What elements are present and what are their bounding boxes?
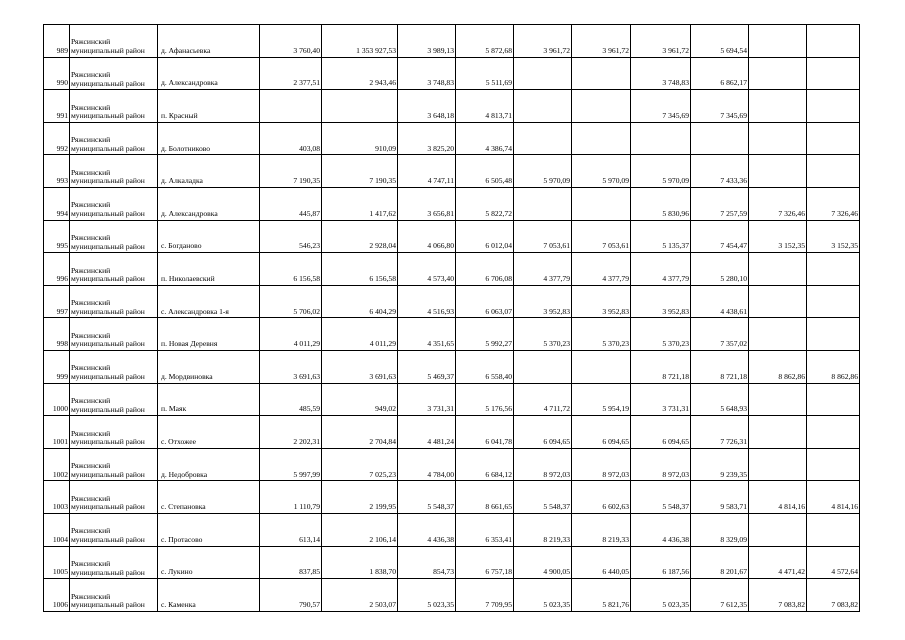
locality-cell: д. Мордвиновка xyxy=(158,350,260,383)
value-cell: 6 041,78 xyxy=(456,416,514,449)
value-cell: 6 094,65 xyxy=(514,416,572,449)
district-cell: Ряжсинский муниципальный район xyxy=(70,122,158,155)
value-cell: 5 023,35 xyxy=(631,579,691,612)
value-cell xyxy=(514,350,572,383)
value-cell: 7 345,69 xyxy=(691,90,749,123)
value-cell: 2 106,14 xyxy=(322,513,398,546)
row-number-cell: 1001 xyxy=(44,416,70,449)
value-cell: 6 558,40 xyxy=(456,350,514,383)
locality-cell: с. Лукино xyxy=(158,546,260,579)
value-cell: 4 436,38 xyxy=(398,513,456,546)
value-cell: 5 511,69 xyxy=(456,57,514,90)
value-cell xyxy=(260,90,322,123)
value-cell xyxy=(807,57,860,90)
table-row xyxy=(44,481,860,514)
district-cell: Ряжсинский муниципальный район xyxy=(70,253,158,286)
district-cell: Ряжсинский муниципальный район xyxy=(70,513,158,546)
value-cell: 1 353 927,53 xyxy=(322,25,398,58)
value-cell xyxy=(749,416,807,449)
value-cell: 7 345,69 xyxy=(631,90,691,123)
value-cell: 3 152,35 xyxy=(807,220,860,253)
value-cell: 4 711,72 xyxy=(514,383,572,416)
value-cell: 5 872,68 xyxy=(456,25,514,58)
locality-cell: д. Александровка xyxy=(158,57,260,90)
value-cell xyxy=(807,155,860,188)
value-cell xyxy=(807,25,860,58)
row-number-cell: 1005 xyxy=(44,546,70,579)
value-cell: 3 961,72 xyxy=(514,25,572,58)
value-cell: 3 989,13 xyxy=(398,25,456,58)
value-cell: 8 201,67 xyxy=(691,546,749,579)
value-cell xyxy=(749,383,807,416)
row-number-cell: 999 xyxy=(44,350,70,383)
value-cell xyxy=(514,187,572,220)
value-cell: 6 156,58 xyxy=(322,253,398,286)
table-row xyxy=(44,383,860,416)
value-cell: 5 023,35 xyxy=(514,579,572,612)
district-cell: Ряжсинский муниципальный район xyxy=(70,481,158,514)
value-cell: 5 954,19 xyxy=(572,383,631,416)
value-cell: 4 377,79 xyxy=(514,253,572,286)
value-cell: 5 830,96 xyxy=(631,187,691,220)
table-row xyxy=(44,546,860,579)
value-cell xyxy=(807,513,860,546)
table-row xyxy=(44,57,860,90)
value-cell: 7 326,46 xyxy=(749,187,807,220)
row-number-cell: 998 xyxy=(44,318,70,351)
value-cell xyxy=(749,25,807,58)
value-cell: 3 952,83 xyxy=(514,285,572,318)
value-cell: 837,85 xyxy=(260,546,322,579)
data-table xyxy=(43,24,860,612)
locality-cell: с. Богданово xyxy=(158,220,260,253)
row-number-cell: 993 xyxy=(44,155,70,188)
value-cell xyxy=(631,122,691,155)
value-cell: 2 377,51 xyxy=(260,57,322,90)
value-cell: 6 063,07 xyxy=(456,285,514,318)
table-row xyxy=(44,220,860,253)
value-cell: 8 972,03 xyxy=(631,448,691,481)
value-cell: 4 813,71 xyxy=(456,90,514,123)
value-cell: 7 190,35 xyxy=(322,155,398,188)
value-cell xyxy=(749,285,807,318)
table-row xyxy=(44,155,860,188)
value-cell xyxy=(749,513,807,546)
value-cell: 1 110,79 xyxy=(260,481,322,514)
value-cell xyxy=(749,318,807,351)
value-cell: 8 972,03 xyxy=(572,448,631,481)
value-cell: 3 961,72 xyxy=(631,25,691,58)
row-number-cell: 997 xyxy=(44,285,70,318)
value-cell: 5 370,23 xyxy=(514,318,572,351)
value-cell: 5 023,35 xyxy=(398,579,456,612)
value-cell: 4 814,16 xyxy=(749,481,807,514)
district-cell: Ряжсинский муниципальный район xyxy=(70,90,158,123)
value-cell: 6 862,17 xyxy=(691,57,749,90)
value-cell: 4 351,65 xyxy=(398,318,456,351)
value-cell: 3 952,83 xyxy=(631,285,691,318)
value-cell: 3 152,35 xyxy=(749,220,807,253)
value-cell: 5 370,23 xyxy=(631,318,691,351)
value-cell xyxy=(807,383,860,416)
value-cell xyxy=(749,155,807,188)
row-number-cell: 991 xyxy=(44,90,70,123)
value-cell: 6 684,12 xyxy=(456,448,514,481)
value-cell: 7 257,59 xyxy=(691,187,749,220)
value-cell: 8 219,33 xyxy=(514,513,572,546)
value-cell: 546,23 xyxy=(260,220,322,253)
value-cell: 4 471,42 xyxy=(749,546,807,579)
value-cell: 5 548,37 xyxy=(398,481,456,514)
value-cell: 790,57 xyxy=(260,579,322,612)
district-cell: Ряжсинский муниципальный район xyxy=(70,220,158,253)
value-cell: 7 709,95 xyxy=(456,579,514,612)
locality-cell: с. Каменка xyxy=(158,579,260,612)
value-cell: 7 053,61 xyxy=(572,220,631,253)
value-cell: 7 726,31 xyxy=(691,416,749,449)
value-cell: 3 825,20 xyxy=(398,122,456,155)
district-cell: Ряжсинский муниципальный район xyxy=(70,350,158,383)
value-cell: 3 961,72 xyxy=(572,25,631,58)
value-cell xyxy=(572,90,631,123)
row-number-cell: 1000 xyxy=(44,383,70,416)
table-row xyxy=(44,122,860,155)
value-cell: 7 326,46 xyxy=(807,187,860,220)
value-cell: 5 694,54 xyxy=(691,25,749,58)
value-cell: 6 505,48 xyxy=(456,155,514,188)
district-cell: Ряжсинский муниципальный район xyxy=(70,155,158,188)
locality-cell: д. Алкаладка xyxy=(158,155,260,188)
value-cell: 4 066,80 xyxy=(398,220,456,253)
district-cell: Ряжсинский муниципальный район xyxy=(70,579,158,612)
value-cell: 5 821,76 xyxy=(572,579,631,612)
value-cell: 2 503,07 xyxy=(322,579,398,612)
district-cell: Ряжсинский муниципальный район xyxy=(70,25,158,58)
value-cell: 5 992,27 xyxy=(456,318,514,351)
value-cell: 613,14 xyxy=(260,513,322,546)
value-cell: 8 862,86 xyxy=(807,350,860,383)
value-cell xyxy=(514,122,572,155)
value-cell xyxy=(807,318,860,351)
value-cell: 6 156,58 xyxy=(260,253,322,286)
value-cell: 2 928,04 xyxy=(322,220,398,253)
value-cell: 403,08 xyxy=(260,122,322,155)
value-cell: 5 970,09 xyxy=(572,155,631,188)
row-number-cell: 994 xyxy=(44,187,70,220)
value-cell: 6 094,65 xyxy=(631,416,691,449)
locality-cell: п. Новая Деревня xyxy=(158,318,260,351)
value-cell: 4 011,29 xyxy=(322,318,398,351)
table-row xyxy=(44,253,860,286)
locality-cell: д. Александровка xyxy=(158,187,260,220)
district-cell: Ряжсинский муниципальный район xyxy=(70,546,158,579)
locality-cell: д. Недобровка xyxy=(158,448,260,481)
value-cell: 5 176,56 xyxy=(456,383,514,416)
row-number-cell: 996 xyxy=(44,253,70,286)
value-cell: 8 721,18 xyxy=(691,350,749,383)
value-cell: 7 083,82 xyxy=(749,579,807,612)
value-cell: 949,02 xyxy=(322,383,398,416)
value-cell xyxy=(749,448,807,481)
locality-cell: д. Болотниково xyxy=(158,122,260,155)
value-cell: 6 440,05 xyxy=(572,546,631,579)
row-number-cell: 989 xyxy=(44,25,70,58)
value-cell xyxy=(807,448,860,481)
table-row xyxy=(44,579,860,612)
row-number-cell: 1002 xyxy=(44,448,70,481)
value-cell: 5 280,10 xyxy=(691,253,749,286)
table-row xyxy=(44,513,860,546)
value-cell xyxy=(749,122,807,155)
value-cell: 5 970,09 xyxy=(514,155,572,188)
value-cell: 1 417,62 xyxy=(322,187,398,220)
value-cell: 4 438,61 xyxy=(691,285,749,318)
value-cell: 6 187,56 xyxy=(631,546,691,579)
value-cell: 6 353,41 xyxy=(456,513,514,546)
row-number-cell: 1004 xyxy=(44,513,70,546)
value-cell: 7 612,35 xyxy=(691,579,749,612)
value-cell: 4 784,00 xyxy=(398,448,456,481)
value-cell: 8 862,86 xyxy=(749,350,807,383)
locality-cell: п. Маяк xyxy=(158,383,260,416)
value-cell: 9 583,71 xyxy=(691,481,749,514)
value-cell: 3 748,83 xyxy=(631,57,691,90)
district-cell: Ряжсинский муниципальный район xyxy=(70,383,158,416)
value-cell: 4 011,29 xyxy=(260,318,322,351)
district-cell: Ряжсинский муниципальный район xyxy=(70,187,158,220)
district-cell: Ряжсинский муниципальный район xyxy=(70,318,158,351)
row-number-cell: 992 xyxy=(44,122,70,155)
district-cell: Ряжсинский муниципальный район xyxy=(70,285,158,318)
value-cell xyxy=(807,416,860,449)
value-cell: 3 691,63 xyxy=(322,350,398,383)
value-cell: 3 952,83 xyxy=(572,285,631,318)
value-cell: 6 706,08 xyxy=(456,253,514,286)
table-row xyxy=(44,187,860,220)
value-cell: 5 548,37 xyxy=(514,481,572,514)
value-cell: 7 083,82 xyxy=(807,579,860,612)
value-cell: 7 190,35 xyxy=(260,155,322,188)
district-cell: Ряжсинский муниципальный район xyxy=(70,416,158,449)
value-cell xyxy=(514,90,572,123)
value-cell: 7 454,47 xyxy=(691,220,749,253)
value-cell xyxy=(807,90,860,123)
value-cell xyxy=(572,57,631,90)
value-cell: 3 748,83 xyxy=(398,57,456,90)
locality-cell: п. Красный xyxy=(158,90,260,123)
row-number-cell: 1006 xyxy=(44,579,70,612)
value-cell: 3 656,81 xyxy=(398,187,456,220)
value-cell xyxy=(572,350,631,383)
value-cell: 6 404,29 xyxy=(322,285,398,318)
value-cell xyxy=(691,122,749,155)
value-cell: 9 239,35 xyxy=(691,448,749,481)
value-cell: 8 721,18 xyxy=(631,350,691,383)
table-row xyxy=(44,90,860,123)
value-cell: 5 469,37 xyxy=(398,350,456,383)
value-cell: 5 548,37 xyxy=(631,481,691,514)
value-cell: 485,59 xyxy=(260,383,322,416)
value-cell: 5 822,72 xyxy=(456,187,514,220)
value-cell: 5 648,93 xyxy=(691,383,749,416)
value-cell: 3 760,40 xyxy=(260,25,322,58)
value-cell xyxy=(322,90,398,123)
district-cell: Ряжсинский муниципальный район xyxy=(70,57,158,90)
value-cell: 4 814,16 xyxy=(807,481,860,514)
table-row xyxy=(44,350,860,383)
value-cell xyxy=(749,57,807,90)
value-cell: 3 691,63 xyxy=(260,350,322,383)
value-cell: 2 202,31 xyxy=(260,416,322,449)
value-cell xyxy=(807,253,860,286)
value-cell xyxy=(807,285,860,318)
table-body xyxy=(44,25,860,612)
value-cell: 4 900,05 xyxy=(514,546,572,579)
table-row xyxy=(44,448,860,481)
value-cell xyxy=(749,253,807,286)
table-row xyxy=(44,318,860,351)
value-cell: 6 602,63 xyxy=(572,481,631,514)
value-cell: 3 648,18 xyxy=(398,90,456,123)
value-cell: 7 053,61 xyxy=(514,220,572,253)
table-row xyxy=(44,25,860,58)
value-cell: 8 661,65 xyxy=(456,481,514,514)
locality-cell: с. Протасово xyxy=(158,513,260,546)
locality-cell: д. Афанасьевка xyxy=(158,25,260,58)
value-cell: 2 704,84 xyxy=(322,416,398,449)
value-cell: 4 573,40 xyxy=(398,253,456,286)
value-cell: 8 219,33 xyxy=(572,513,631,546)
value-cell xyxy=(572,187,631,220)
value-cell: 4 572,64 xyxy=(807,546,860,579)
value-cell: 7 025,23 xyxy=(322,448,398,481)
locality-cell: с. Отхожее xyxy=(158,416,260,449)
value-cell: 8 972,03 xyxy=(514,448,572,481)
row-number-cell: 990 xyxy=(44,57,70,90)
value-cell: 4 386,74 xyxy=(456,122,514,155)
value-cell: 4 377,79 xyxy=(631,253,691,286)
table-row xyxy=(44,416,860,449)
value-cell: 6 012,04 xyxy=(456,220,514,253)
table-row xyxy=(44,285,860,318)
value-cell: 2 199,95 xyxy=(322,481,398,514)
value-cell: 4 747,11 xyxy=(398,155,456,188)
value-cell: 7 433,36 xyxy=(691,155,749,188)
value-cell: 4 481,24 xyxy=(398,416,456,449)
value-cell: 7 357,02 xyxy=(691,318,749,351)
value-cell: 4 516,93 xyxy=(398,285,456,318)
value-cell: 3 731,31 xyxy=(398,383,456,416)
value-cell: 445,87 xyxy=(260,187,322,220)
value-cell: 4 377,79 xyxy=(572,253,631,286)
value-cell: 5 997,99 xyxy=(260,448,322,481)
value-cell: 3 731,31 xyxy=(631,383,691,416)
value-cell xyxy=(749,90,807,123)
row-number-cell: 995 xyxy=(44,220,70,253)
value-cell: 1 838,70 xyxy=(322,546,398,579)
value-cell: 4 436,38 xyxy=(631,513,691,546)
value-cell: 5 706,02 xyxy=(260,285,322,318)
value-cell: 8 329,09 xyxy=(691,513,749,546)
value-cell: 6 094,65 xyxy=(572,416,631,449)
value-cell: 6 757,18 xyxy=(456,546,514,579)
locality-cell: п. Николаевский xyxy=(158,253,260,286)
locality-cell: с. Александровка 1-я xyxy=(158,285,260,318)
row-number-cell: 1003 xyxy=(44,481,70,514)
value-cell: 854,73 xyxy=(398,546,456,579)
value-cell: 2 943,46 xyxy=(322,57,398,90)
locality-cell: с. Степановка xyxy=(158,481,260,514)
value-cell xyxy=(514,57,572,90)
value-cell: 910,09 xyxy=(322,122,398,155)
value-cell xyxy=(572,122,631,155)
value-cell: 5 370,23 xyxy=(572,318,631,351)
value-cell: 5 135,37 xyxy=(631,220,691,253)
district-cell: Ряжсинский муниципальный район xyxy=(70,448,158,481)
value-cell: 5 970,09 xyxy=(631,155,691,188)
value-cell xyxy=(807,122,860,155)
